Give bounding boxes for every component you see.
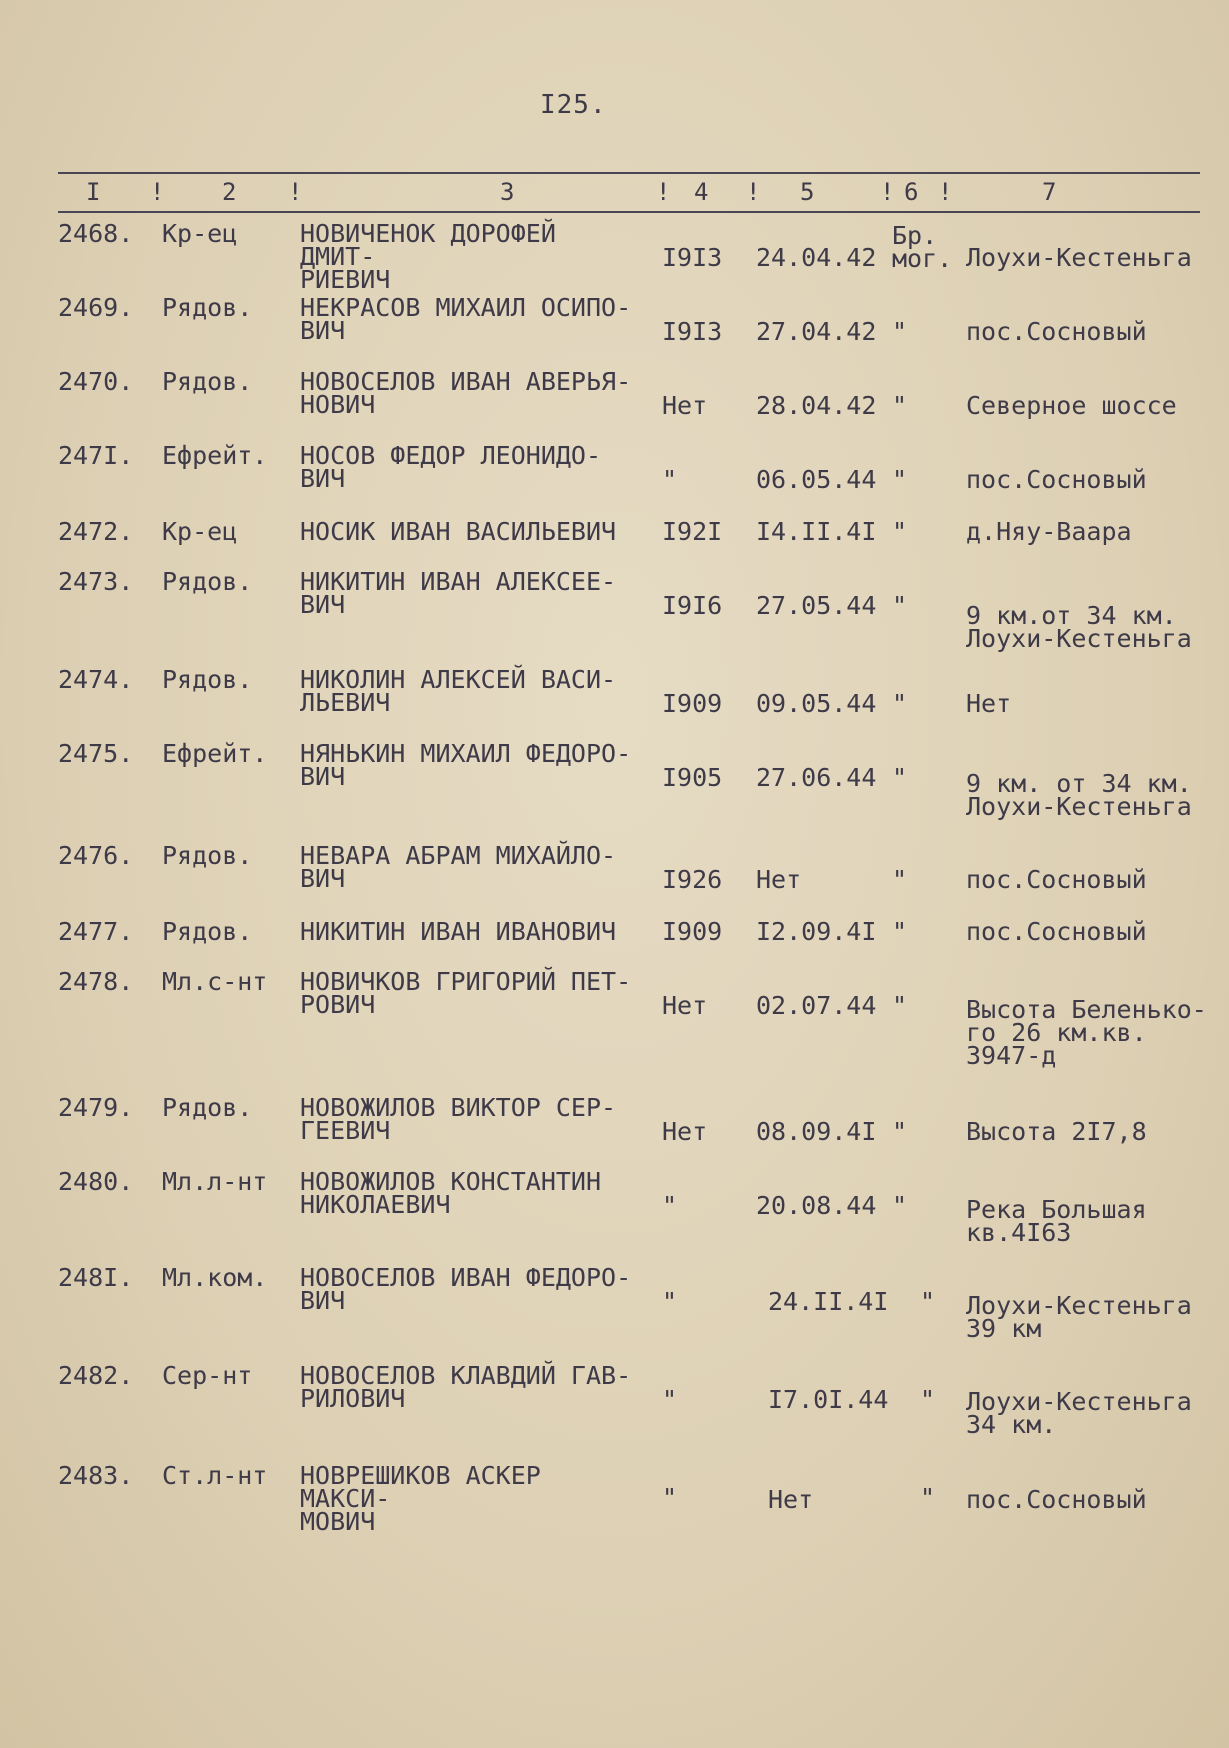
record-number: 2468. bbox=[58, 219, 134, 248]
record-place: пос.Сосновый bbox=[966, 1485, 1147, 1514]
header-bottom-rule bbox=[58, 211, 1200, 213]
record-place: 9 км.от 34 км. Лоухи-Кестеньга bbox=[966, 601, 1192, 653]
record-number: 2477. bbox=[58, 917, 134, 946]
record-birth-year: I909 bbox=[662, 917, 723, 946]
record-place: 9 км. от 34 км. Лоухи-Кестеньга bbox=[966, 769, 1192, 821]
record-number: 2478. bbox=[58, 967, 134, 996]
record-place: пос.Сосновый bbox=[966, 465, 1147, 494]
column-separator: ! bbox=[746, 178, 761, 206]
record-place: пос.Сосновый bbox=[966, 917, 1147, 946]
record-burial: " bbox=[892, 1117, 908, 1146]
record-birth-year: I9I3 bbox=[662, 243, 723, 272]
record-place: Лоухи-Кестеньга 39 км bbox=[966, 1291, 1192, 1343]
record-death-date: 28.04.42 bbox=[756, 391, 877, 420]
record-rank: Рядов. bbox=[162, 567, 253, 596]
record-place: пос.Сосновый bbox=[966, 317, 1147, 346]
record-name: НОВОСЕЛОВ ИВАН АВЕРЬЯ- НОВИЧ bbox=[300, 367, 632, 419]
column-separator: ! bbox=[150, 178, 165, 206]
record-name: НИКИТИН ИВАН АЛЕКСЕЕ- ВИЧ bbox=[300, 567, 617, 619]
record-rank: Кр-ец bbox=[162, 517, 238, 546]
record-place: д.Няу-Ваара bbox=[966, 517, 1132, 546]
record-place: Северное шоссе bbox=[966, 391, 1177, 420]
record-burial: " bbox=[892, 391, 908, 420]
record-name: НЯНЬКИН МИХАИЛ ФЕДОРО- ВИЧ bbox=[300, 739, 632, 791]
record-death-date: 08.09.4I bbox=[756, 1117, 877, 1146]
record-place: пос.Сосновый bbox=[966, 865, 1147, 894]
record-rank: Рядов. bbox=[162, 665, 253, 694]
page-number: I25. bbox=[540, 90, 607, 120]
record-death-date: 27.04.42 bbox=[756, 317, 877, 346]
record-birth-year: " bbox=[662, 465, 678, 494]
record-rank: Ефрейт. bbox=[162, 441, 268, 470]
record-rank: Рядов. bbox=[162, 917, 253, 946]
record-place: Высота Беленько- го 26 км.кв. 3947-д bbox=[966, 995, 1207, 1070]
column-separator: ! bbox=[880, 178, 895, 206]
record-death-date: 20.08.44 bbox=[756, 1191, 877, 1220]
record-death-date: I7.0I.44 bbox=[768, 1385, 889, 1414]
record-place: Лоухи-Кестеньга 34 км. bbox=[966, 1387, 1192, 1439]
record-number: 2479. bbox=[58, 1093, 134, 1122]
record-rank: Рядов. bbox=[162, 1093, 253, 1122]
record-name: НИКИТИН ИВАН ИВАНОВИЧ bbox=[300, 917, 617, 946]
column-header-3: 3 bbox=[500, 178, 515, 206]
record-burial: " bbox=[892, 865, 908, 894]
record-death-date: 27.05.44 bbox=[756, 591, 877, 620]
record-name: НОВОСЕЛОВ ИВАН ФЕДОРО- ВИЧ bbox=[300, 1263, 632, 1315]
column-header-2: 2 bbox=[222, 178, 237, 206]
record-burial: " bbox=[920, 1385, 936, 1414]
record-number: 2482. bbox=[58, 1361, 134, 1390]
record-number: 247I. bbox=[58, 441, 134, 470]
record-death-date: I2.09.4I bbox=[756, 917, 877, 946]
record-name: НОСОВ ФЕДОР ЛЕОНИДО- ВИЧ bbox=[300, 441, 602, 493]
record-rank: Рядов. bbox=[162, 841, 253, 870]
record-burial: " bbox=[892, 465, 908, 494]
record-burial: Бр. мог. bbox=[892, 221, 953, 273]
record-birth-year: " bbox=[662, 1385, 678, 1414]
record-birth-year: " bbox=[662, 1483, 678, 1512]
record-burial: " bbox=[892, 317, 908, 346]
record-burial: " bbox=[892, 991, 908, 1020]
record-number: 2473. bbox=[58, 567, 134, 596]
record-burial: " bbox=[892, 689, 908, 718]
record-death-date: Нет bbox=[768, 1485, 814, 1514]
record-rank: Рядов. bbox=[162, 293, 253, 322]
column-separator: ! bbox=[938, 178, 953, 206]
record-burial: " bbox=[892, 763, 908, 792]
record-place: Река Большая кв.4I63 bbox=[966, 1195, 1147, 1247]
record-birth-year: Нет bbox=[662, 991, 708, 1020]
header-top-rule bbox=[58, 172, 1200, 174]
record-number: 2474. bbox=[58, 665, 134, 694]
record-rank: Мл.ком. bbox=[162, 1263, 268, 1292]
record-name: НОВОСЕЛОВ КЛАВДИЙ ГАВ- РИЛОВИЧ bbox=[300, 1361, 632, 1413]
record-burial: " bbox=[892, 917, 908, 946]
record-death-date: 06.05.44 bbox=[756, 465, 877, 494]
record-place: Лоухи-Кестеньга bbox=[966, 243, 1192, 272]
record-number: 2470. bbox=[58, 367, 134, 396]
record-birth-year: " bbox=[662, 1191, 678, 1220]
record-name: НОСИК ИВАН ВАСИЛЬЕВИЧ bbox=[300, 517, 617, 546]
record-death-date: 24.04.42 bbox=[756, 243, 877, 272]
record-number: 2469. bbox=[58, 293, 134, 322]
record-rank: Ефрейт. bbox=[162, 739, 268, 768]
record-birth-year: I926 bbox=[662, 865, 723, 894]
record-burial: " bbox=[892, 517, 908, 546]
record-death-date: 27.06.44 bbox=[756, 763, 877, 792]
record-name: НЕКРАСОВ МИХАИЛ ОСИПО- ВИЧ bbox=[300, 293, 632, 345]
record-birth-year: I905 bbox=[662, 763, 723, 792]
record-burial: " bbox=[892, 591, 908, 620]
record-name: НОВИЧЕНОК ДОРОФЕЙ ДМИТ- РИЕВИЧ bbox=[300, 219, 556, 294]
record-name: НОВОЖИЛОВ КОНСТАНТИН НИКОЛАЕВИЧ bbox=[300, 1167, 602, 1219]
record-name: НИКОЛИН АЛЕКСЕЙ ВАСИ- ЛЬЕВИЧ bbox=[300, 665, 617, 717]
column-separator: ! bbox=[656, 178, 671, 206]
record-place: Нет bbox=[966, 689, 1012, 718]
record-burial: " bbox=[920, 1483, 936, 1512]
column-header-7: 7 bbox=[1042, 178, 1057, 206]
record-birth-year: Нет bbox=[662, 391, 708, 420]
record-name: НОВРЕШИКОВ АСКЕР МАКСИ- МОВИЧ bbox=[300, 1461, 541, 1536]
column-header-6: 6 bbox=[904, 178, 919, 206]
record-burial: " bbox=[920, 1287, 936, 1316]
record-number: 2476. bbox=[58, 841, 134, 870]
record-number: 2483. bbox=[58, 1461, 134, 1490]
record-place: Высота 2I7,8 bbox=[966, 1117, 1147, 1146]
record-death-date: 02.07.44 bbox=[756, 991, 877, 1020]
record-birth-year: I9I3 bbox=[662, 317, 723, 346]
record-rank: Сер-нт bbox=[162, 1361, 253, 1390]
record-birth-year: " bbox=[662, 1287, 678, 1316]
record-death-date: 09.05.44 bbox=[756, 689, 877, 718]
record-birth-year: I9I6 bbox=[662, 591, 723, 620]
record-birth-year: I92I bbox=[662, 517, 723, 546]
column-separator: ! bbox=[288, 178, 303, 206]
record-name: НЕВАРА АБРАМ МИХАЙЛО- ВИЧ bbox=[300, 841, 617, 893]
record-death-date: Нет bbox=[756, 865, 802, 894]
record-name: НОВОЖИЛОВ ВИКТОР СЕР- ГЕЕВИЧ bbox=[300, 1093, 617, 1145]
record-number: 2475. bbox=[58, 739, 134, 768]
record-number: 2472. bbox=[58, 517, 134, 546]
record-birth-year: I909 bbox=[662, 689, 723, 718]
record-number: 248I. bbox=[58, 1263, 134, 1292]
record-birth-year: Нет bbox=[662, 1117, 708, 1146]
record-name: НОВИЧКОВ ГРИГОРИЙ ПЕТ- РОВИЧ bbox=[300, 967, 632, 1019]
record-rank: Рядов. bbox=[162, 367, 253, 396]
column-header-5: 5 bbox=[800, 178, 815, 206]
record-death-date: I4.II.4I bbox=[756, 517, 877, 546]
record-rank: Ст.л-нт bbox=[162, 1461, 268, 1490]
record-rank: Мл.с-нт bbox=[162, 967, 268, 996]
column-header-4: 4 bbox=[694, 178, 709, 206]
record-burial: " bbox=[892, 1191, 908, 1220]
column-header-1: I bbox=[86, 178, 101, 206]
record-death-date: 24.II.4I bbox=[768, 1287, 889, 1316]
record-number: 2480. bbox=[58, 1167, 134, 1196]
record-rank: Мл.л-нт bbox=[162, 1167, 268, 1196]
record-rank: Кр-ец bbox=[162, 219, 238, 248]
